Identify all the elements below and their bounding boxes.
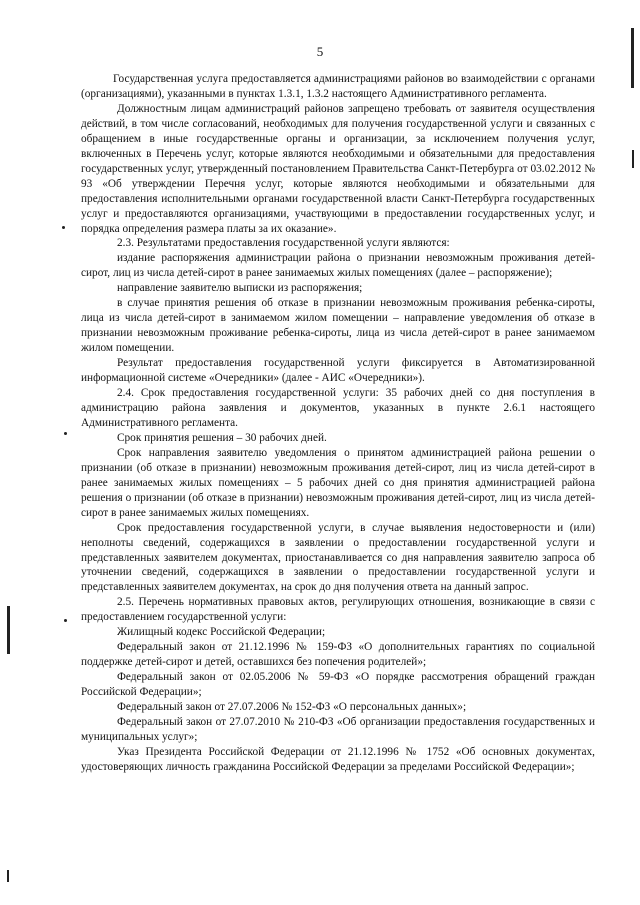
paragraph-result-recorded: Результат предоставления государственной услуги фиксируется в Автоматизированной информационной системе «Очередники» (далее - АИС «Очередники»). xyxy=(81,357,595,385)
paragraph-law-210: Федеральный закон от 27.07.2010 № 210-ФЗ «Об организации предоставления государственных и муниципальных услуг»; xyxy=(81,715,595,743)
scan-edge-mark-left-bottom xyxy=(7,870,9,882)
paragraph-law-59: Федеральный закон от 02.05.2006 № 59-ФЗ «О порядке рассмотрения обращений граждан Российской Федерации»; xyxy=(81,671,595,699)
paragraph-service-provider: Государственная услуга предоставляется администрациями районов во взаимодействии с органами (организациями), указанными в пунктах 1.3.1, 1.3.2 настоящего Административного регламента. xyxy=(81,73,595,100)
page-number: 5 xyxy=(316,44,324,59)
paragraph-result-refusal: в случае принятия решения об отказе в признании невозможным проживания ребенка-сироты, лица из числа детей-сирот в занимаемом жилом помещении – направление уведомления об отказе в признании невозможным проживание ребенка-сироты, лица из числа детей-сирот в ранее занимаемом жилом помещении. xyxy=(81,297,595,355)
paragraph-result-extract: направление заявителю выписки из распоряжения; xyxy=(117,282,363,295)
paragraph-law-152: Федеральный закон от 27.07.2006 № 152-ФЗ «О персональных данных»; xyxy=(117,701,467,714)
document-body xyxy=(81,72,595,775)
scan-dot xyxy=(64,432,67,435)
paragraph-decision-term: Срок принятия решения – 30 рабочих дней. xyxy=(117,431,327,444)
scan-dot xyxy=(64,619,67,622)
paragraph-legal-acts-heading: 2.5. Перечень нормативных правовых актов, регулирующих отношения, возникающие в связи с предоставлением государственной услуги: xyxy=(81,596,595,624)
scan-dot xyxy=(62,226,65,229)
paragraph-decree-1752: Указ Президента Российской Федерации от 21.12.1996 № 1752 «Об основных документах, удостоверяющих личность гражданина Российской Федерации за пределами Российской Федерации»; xyxy=(81,745,595,773)
scan-edge-mark-left xyxy=(7,606,10,654)
scan-edge-mark-right xyxy=(631,28,634,88)
paragraph-housing-code: Жилищный кодекс Российской Федерации; xyxy=(117,626,326,639)
paragraph-suspension: Срок предоставления государственной услуги, в случае выявления недостоверности и (или) неполноты сведений, содержащихся в заявлении о предоставлении государственной услуги и представленных заявителем документах, приостанавливается со дня направления заявителю запроса об уточнении сведений, содержащихся в заявлении о предоставлении государственной услуги и представленных заявителем документах, на срок до дня получения ответа на данный запрос. xyxy=(81,521,595,594)
paragraph-result-order: издание распоряжения администрации района о признании невозможным проживания детей-сирот, лиц из числа детей-сирот в ранее занимаемых жилых помещениях (далее – распоряжение); xyxy=(81,252,595,280)
paragraph-results-heading: 2.3. Результатами предоставления государственной услуги являются: xyxy=(117,237,450,250)
paragraph-prohibition: Должностным лицам администраций районов запрещено требовать от заявителя осуществления действий, в том числе согласований, необходимых для получения государственной услуги и связанных с обращением в иные государственные органы и организации, за исключением получения услуг, включенных в Перечень услуг, которые являются необходимыми и обязательными для предоставления государственных услуг, утвержденный постановлением Правительства Санкт-Петербурга от 03.02.2012 № 93 «Об утверждении Перечня услуг, которые являются необходимыми и обязательными для предоставления исполнительными органами государственной власти Санкт-Петербурга государственных услуг и предоставляются организациями, участвующими в предоставлении государственных услуг, и порядка определения размера платы за их оказание». xyxy=(81,102,595,235)
paragraph-law-159: Федеральный закон от 21.12.1996 № 159-ФЗ «О дополнительных гарантиях по социальной поддержке детей-сирот и детей, оставшихся без попечения родителей»; xyxy=(81,641,595,669)
scan-edge-mark-right-lower xyxy=(632,150,634,168)
paragraph-notification-term: Срок направления заявителю уведомления о принятом администрацией района решении о признании (об отказе в признании) невозможным проживания детей-сирот, лиц из числа детей-сирот в ранее занимаемых жилых помещениях – 5 рабочих дней со дня принятия администрацией района решения о признании (об отказе в признании) невозможным проживания детей-сирот, лиц из числа детей-сирот в ранее занимаемых жилых помещениях. xyxy=(81,446,595,519)
paragraph-term: 2.4. Срок предоставления государственной услуги: 35 рабочих дней со дня поступления в администрацию района заявления и документов, указанных в пункте 2.6.1 настоящего Административного регламента. xyxy=(81,387,595,429)
